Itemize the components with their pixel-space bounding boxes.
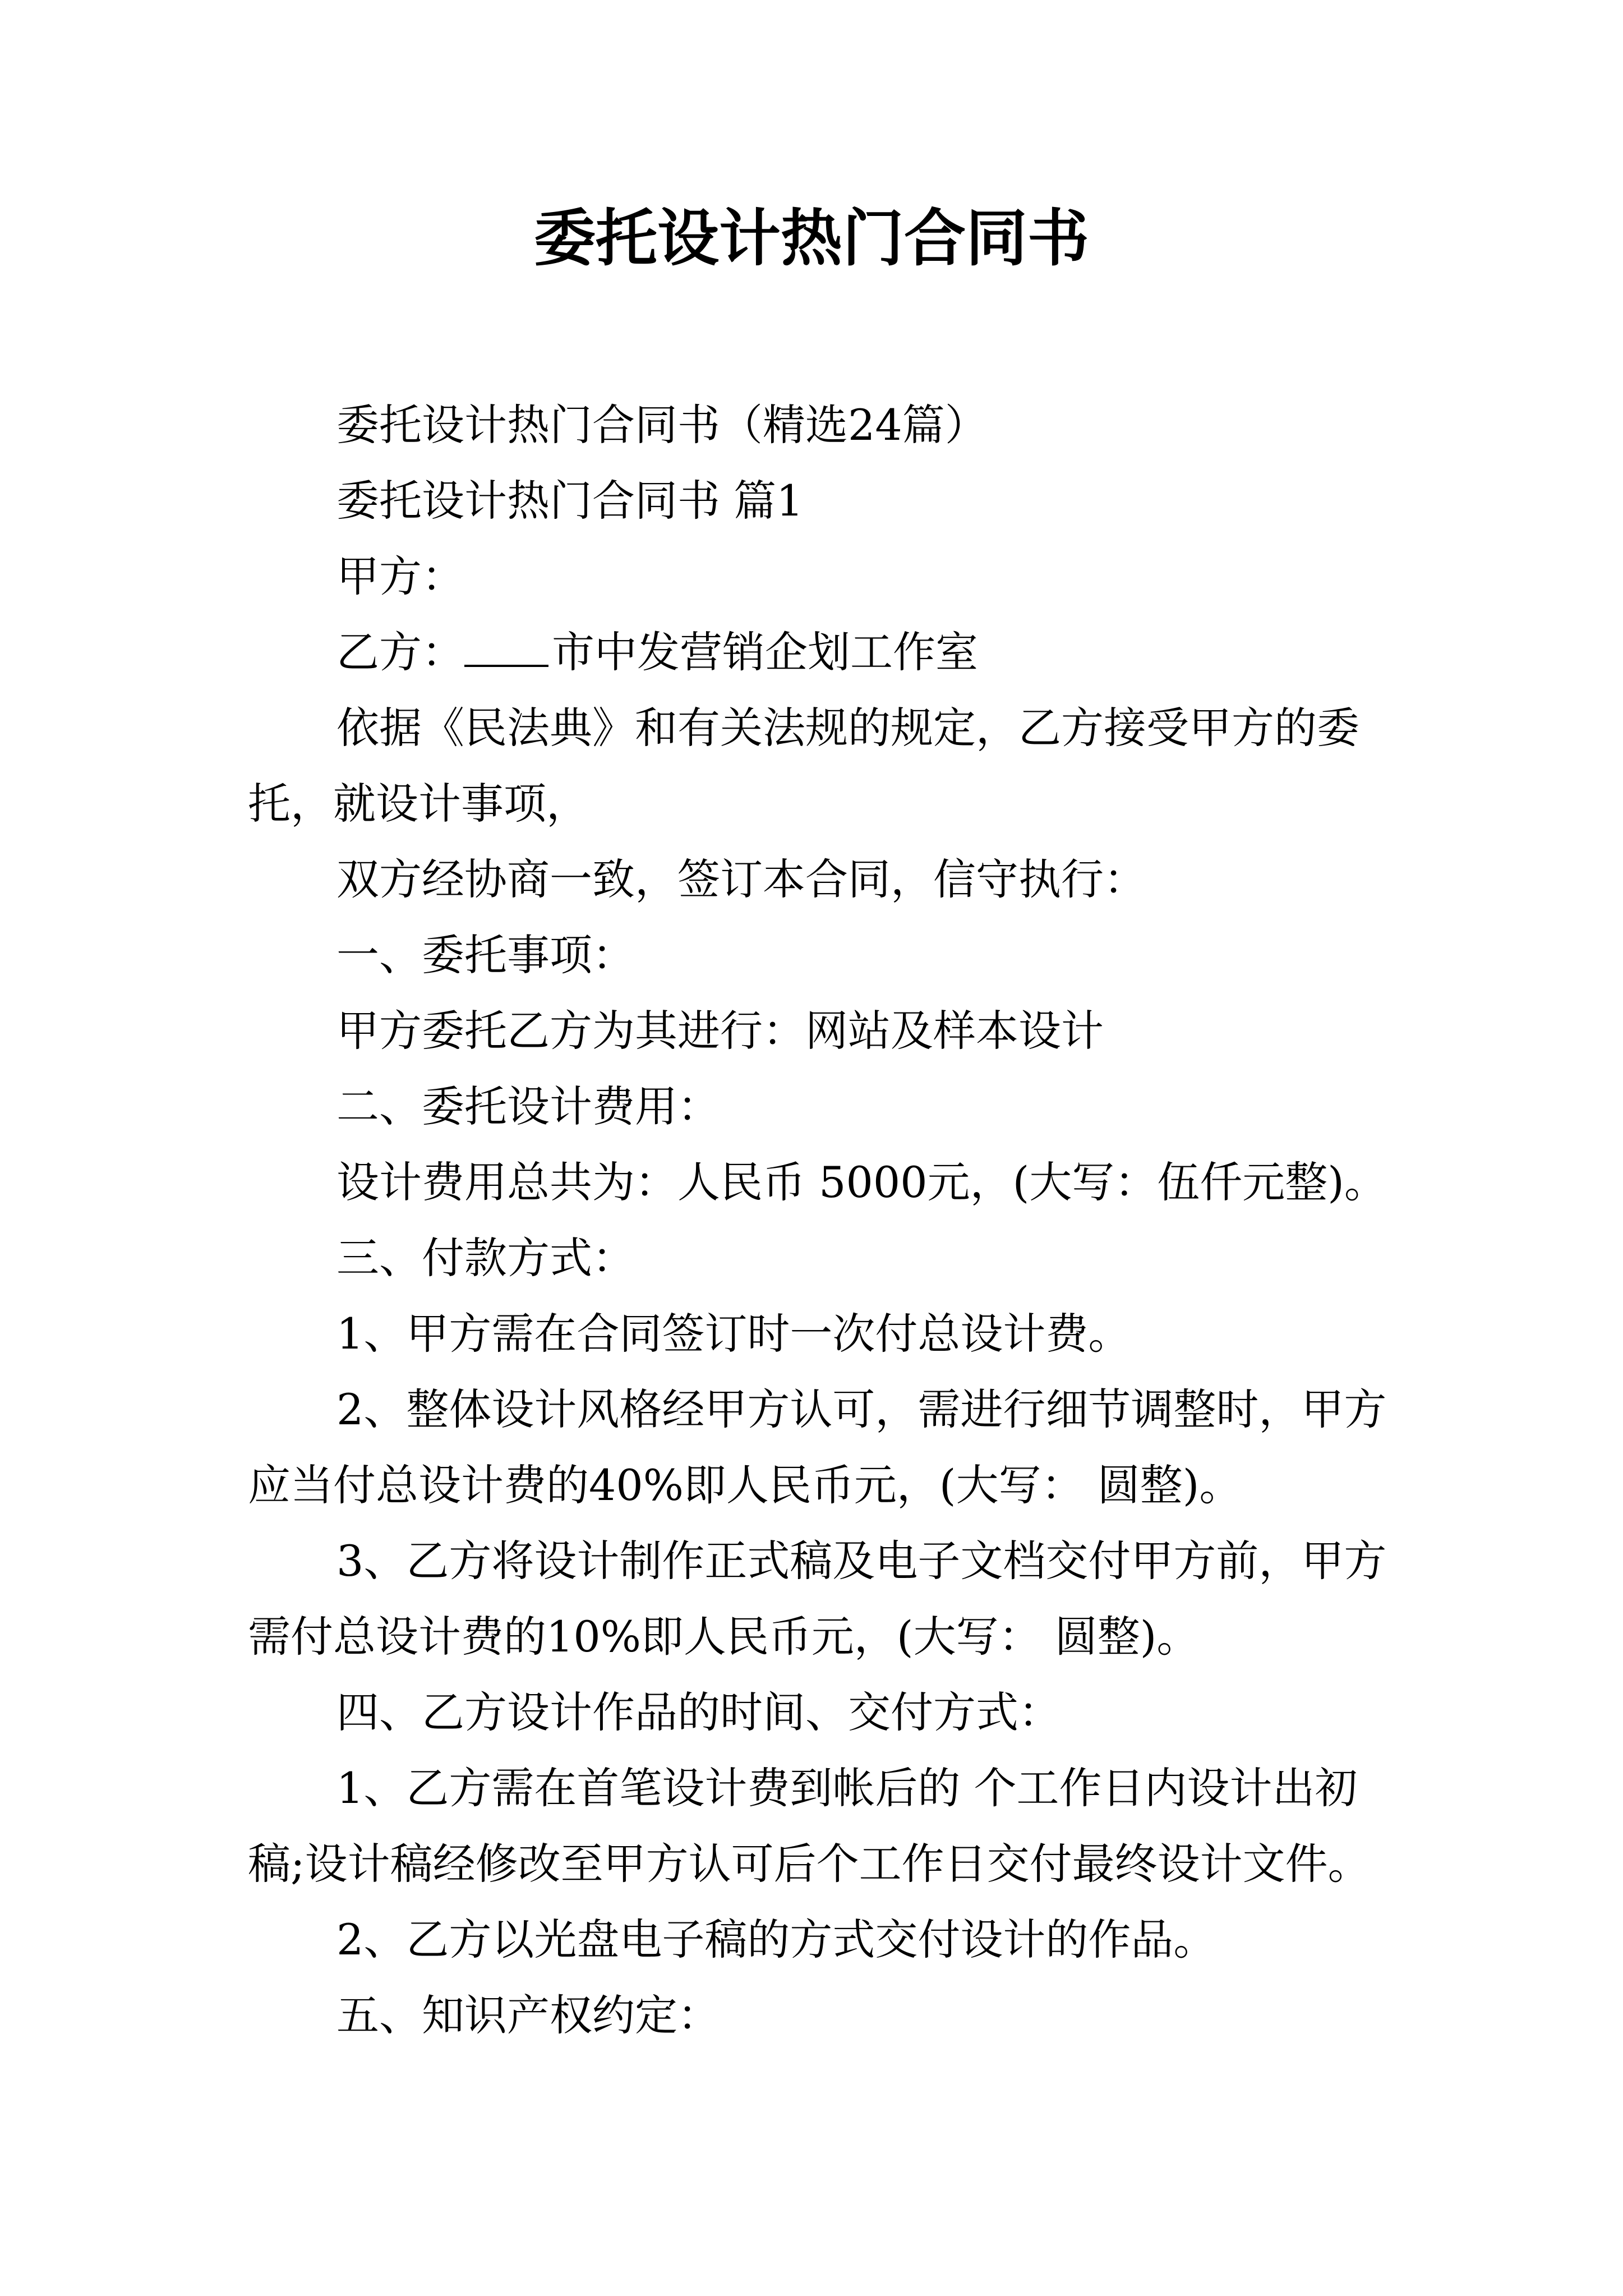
paragraph-subtitle: 委托设计热门合同书（精选24篇） — [336, 400, 988, 450]
party-b-label: 乙方： — [336, 627, 464, 677]
paragraph-payment-3: 3、乙方将设计制作正式稿及电子文档交付甲方前，甲方需付总设计费的10%即人民币元，(大写： 圆整)。 — [248, 1536, 1387, 1662]
paragraph-payment-2: 2、整体设计风格经甲方认可，需进行细节调整时，甲方应当付总设计费的40%即人民币元，(大写： 圆整)。 — [248, 1384, 1387, 1510]
paragraph-basis: 依据《民法典》和有关法规的规定，乙方接受甲方的委托，就设计事项， — [248, 703, 1359, 829]
heading-commission-items: 一、委托事项： — [336, 930, 635, 980]
paragraph-party-a: 甲方： — [336, 551, 464, 601]
document-title: 委托设计热门合同书 — [534, 203, 1089, 274]
document-body — [248, 387, 1392, 2053]
blank-underline — [464, 631, 548, 667]
heading-delivery: 四、乙方设计作品的时间、交付方式： — [336, 1687, 1061, 1737]
paragraph-section-heading: 委托设计热门合同书 篇1 — [336, 476, 804, 526]
paragraph-design-fee: 设计费用总共为：人民币 5000元，(大写：伍仟元整)。 — [336, 1157, 1387, 1207]
paragraph-party-b — [248, 614, 1392, 690]
paragraph-commission-content: 甲方委托乙方为其进行：网站及样本设计 — [336, 1006, 1104, 1056]
heading-payment: 三、付款方式： — [336, 1233, 635, 1283]
party-b-name: 市中发营销企划工作室 — [552, 627, 978, 677]
heading-design-fee: 二、委托设计费用： — [336, 1082, 720, 1131]
paragraph-agreement: 双方经协商一致，签订本合同，信守执行： — [336, 854, 1146, 904]
paragraph-delivery-1: 1、乙方需在首笔设计费到帐后的 个工作日内设计出初稿;设计稿经修改至甲方认可后个工作日交付最终设计文件。 — [248, 1763, 1371, 1889]
paragraph-payment-1: 1、甲方需在合同签订时一次付总设计费。 — [336, 1309, 1131, 1359]
heading-ip: 五、知识产权约定： — [336, 1990, 720, 2040]
paragraph-delivery-2: 2、乙方以光盘电子稿的方式交付设计的作品。 — [336, 1915, 1216, 1964]
